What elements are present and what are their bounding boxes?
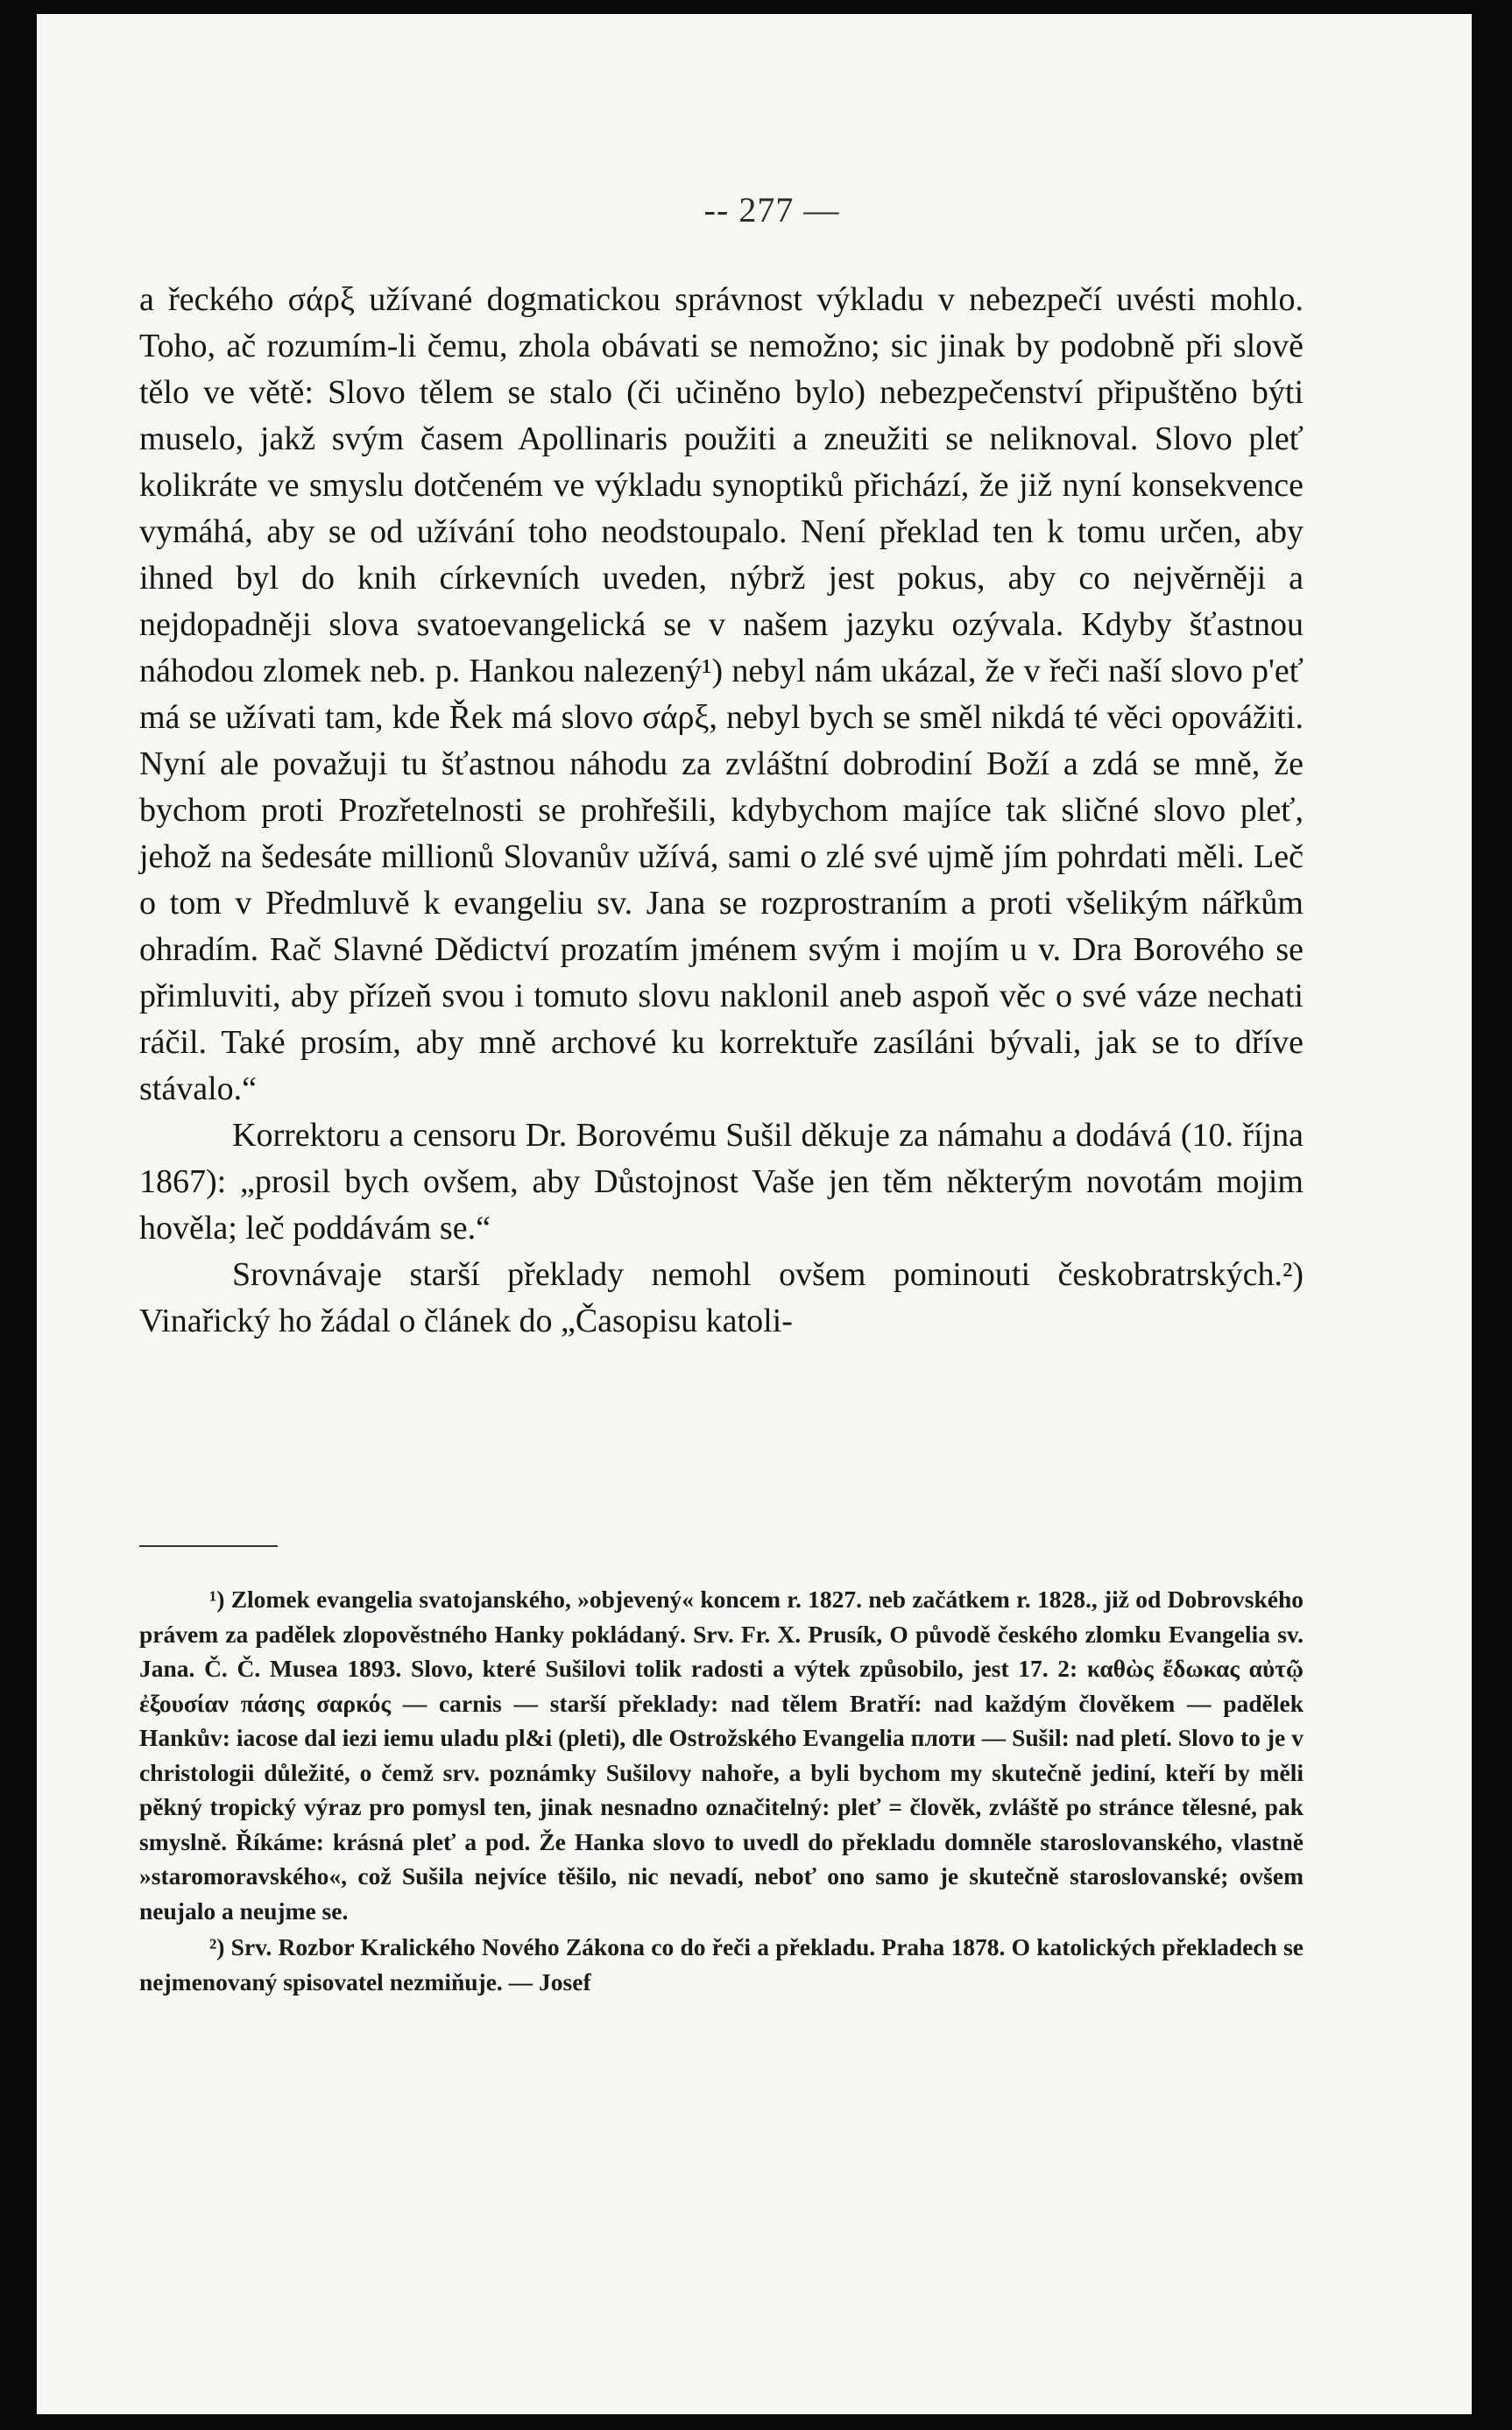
footnote-1: ¹) Zlomek evangelia svatojanského, »objevený« koncem r. 1827. neb začátkem r. 1828., již od Dobrovského právem za padělek zlopověstného Hanky pokládaný. Srv. Fr. X. Prusík, O původě českého zlomku Evangelia sv. Jana. Č. Č. Musea 1893. Slovo, které Sušilovi tolik radosti a výtek způsobilo, jest 17. 2: καθὼς ἔδωκας αὐτῷ ἐξουσίαν πάσης σαρκός — carnis — starší překlady: nad tělem Bratří: nad každým člověkem — padělek Hankův: iacose dal iezi iemu uladu pl&i (pleti), dle Ostrožského Evangelia плоти — Sušil: nad pletí. Slovo to je v christologii důležité, o čemž srv. poznámky Sušilovy nahoře, a byli bychom my skutečně jediní, kteří by měli pěkný tropický výraz pro pomysl ten, jinak nesnadno označitelný: pleť = člověk, zvláště po stránce tělesné, pak smyslně. Říkáme: krásná pleť a pod. Že Hanka slovo to uvedl do překladu domněle staroslovanského, vlastně »staromoravského«, což Sušila nejvíce těšilo, nic nevadí, neboť ono samo je skutečně staroslovanské; ovšem neujalo a neujme se. bbox=[139, 1586, 1304, 1925]
paragraph-1: a řeckého σάρξ užívané dogmatickou správnost výkladu v nebezpečí uvésti mohlo. Toho, ač rozumím-li čemu, zhola obávati se nemožno; sic jinak by podobně při slově tělo ve větě: Slovo tělem se stalo (či učiněno bylo) nebezpečenství připuštěno býti muselo, jakž svým časem Apollinaris použiti a zneužiti se neliknoval. Slovo pleť kolikráte ve smyslu dotčeném ve výkladu synoptiků přichází, že již nyní konsekvence vymáhá, aby se od užívání toho neodstoupalo. Není překlad ten k tomu určen, aby ihned byl do knih církevních uveden, nýbrž jest pokus, aby co nejvěrněji a nejdopadněji slova svatoevangelická se v našem jazyku ozývala. Kdyby šťastnou náhodou zlomek neb. p. Hankou nalezený¹) nebyl nám ukázal, že v řeči naší slovo p'eť má se užívati tam, kde Řek má slovo σάρξ, nebyl bych se směl nikdá té věci opovážiti. Nyní ale považuji tu šťastnou náhodu za zvláštní dobrodiní Boží a zdá se mně, že bychom proti Prozřetelnosti se prohřešili, kdybychom majíce tak sličné slovo pleť, jehož na šedesáte millionů Slovanův užívá, sami o zlé své ujmě jím pohrdati měli. Leč o tom v Předmluvě k evangeliu sv. Jana se rozprostraním a proti všelikým nářkům ohradím. Rač Slavné Dědictví prozatím jménem svým i mojím u v. Dra Borového se přimluviti, aby přízeň svou i tomuto slovu naklonil aneb aspoň věc o své váze nechati ráčil. Také prosím, aby mně archové ku korrektuře zasíláni bývali, jak se to dříve stávalo.“ bbox=[139, 281, 1304, 1107]
main-text bbox=[139, 277, 1304, 1345]
paragraph-3: Srovnávaje starší překlady nemohl ovšem pominouti českobratrských.²) Vinařický ho žádal o článek do „Časopisu katoli- bbox=[139, 1256, 1304, 1339]
footnote-2: ²) Srv. Rozbor Kralického Nového Zákona co do řeči a překladu. Praha 1878. O katolických překladech se nejmenovaný spisovatel nezmiňuje. — Josef bbox=[139, 1933, 1304, 1996]
footnote-divider bbox=[139, 1545, 278, 1547]
footnotes bbox=[139, 1582, 1304, 2001]
book-page bbox=[37, 14, 1472, 2414]
page-number: -- 277 — bbox=[703, 190, 840, 230]
paragraph-2: Korrektoru a censoru Dr. Borovému Sušil děkuje za námahu a dodává (10. října 1867): „prosil bych ovšem, aby Důstojnost Vaše jen těm některým novotám mojim hověla; leč poddávám se.“ bbox=[139, 1117, 1304, 1247]
